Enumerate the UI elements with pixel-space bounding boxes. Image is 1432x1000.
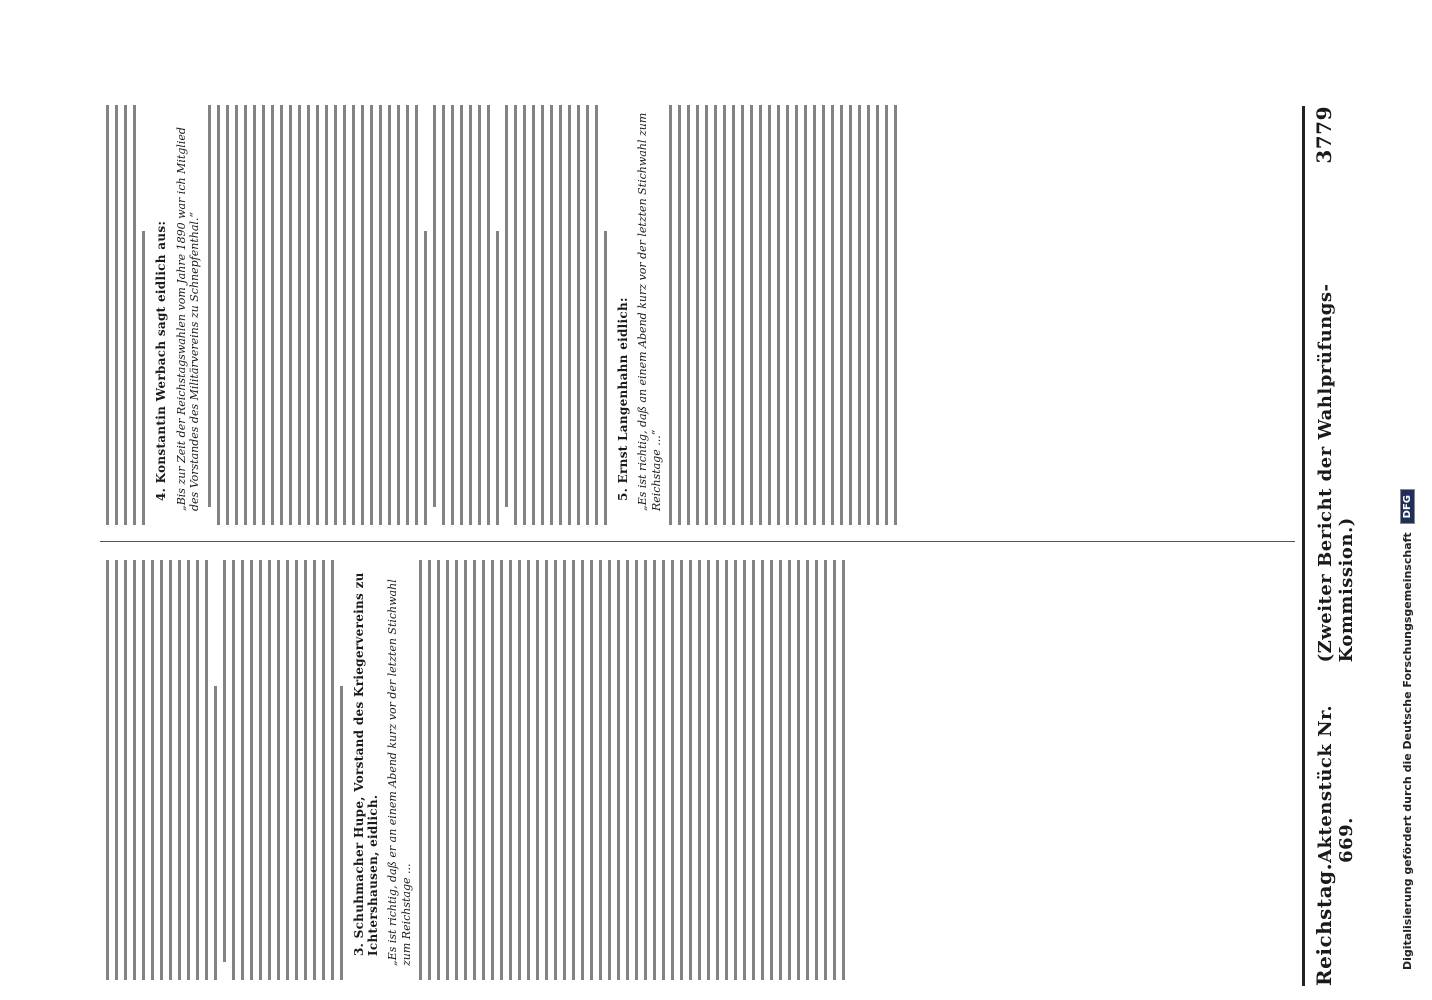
- text-line: [250, 560, 253, 980]
- text-line: [734, 560, 737, 980]
- text-line: [340, 686, 343, 980]
- text-line: [568, 105, 571, 525]
- text-line: [289, 105, 292, 525]
- text-line: [106, 105, 109, 525]
- text-line: [797, 560, 800, 980]
- text-line: [822, 105, 825, 525]
- text-line: [572, 560, 575, 980]
- text-line: [205, 560, 208, 980]
- text-line: [831, 105, 834, 525]
- text-line: [804, 105, 807, 525]
- text-line: [581, 560, 584, 980]
- text-line: [169, 560, 172, 980]
- text-line: [705, 105, 708, 525]
- text-line: [759, 105, 762, 525]
- text-line: [419, 560, 422, 980]
- text-line: [473, 560, 476, 980]
- text-line: [214, 686, 217, 980]
- text-line: [259, 560, 262, 980]
- text-line: [689, 560, 692, 980]
- text-line: [514, 105, 517, 525]
- text-line: [536, 560, 539, 980]
- text-line: [777, 105, 780, 525]
- text-line: [286, 560, 289, 980]
- header-rule: [1302, 106, 1305, 986]
- text-line: [226, 105, 229, 525]
- text-line: [334, 105, 337, 525]
- text-line: [577, 105, 580, 525]
- text-line: [779, 560, 782, 980]
- text-line: [523, 105, 526, 525]
- text-line: [595, 105, 598, 525]
- section-4-heading: 4. Konstantin Werbach sagt eidlich aus:: [154, 220, 168, 501]
- digitization-credit: [1400, 30, 1415, 970]
- text-line: [142, 560, 145, 980]
- text-line: [599, 560, 602, 980]
- text-line: [241, 560, 244, 980]
- text-line: [635, 560, 638, 980]
- page-number: 3779: [1312, 106, 1336, 164]
- text-line: [752, 560, 755, 980]
- text-line: [608, 560, 611, 980]
- text-line: [313, 560, 316, 980]
- text-line: [268, 560, 271, 980]
- text-line: [626, 560, 629, 980]
- text-line: [698, 560, 701, 980]
- text-line: [397, 105, 400, 525]
- text-line: [415, 105, 418, 525]
- text-line: [428, 560, 431, 980]
- text-line: [142, 231, 145, 525]
- text-line: [532, 105, 535, 525]
- text-line: [806, 560, 809, 980]
- text-line: [187, 560, 190, 980]
- section-5-quote: „Es ist richtig, daß an einem Abend kurz vor der letzten Stichwahl zum Reichstage ...“: [636, 112, 663, 511]
- text-line: [500, 560, 503, 980]
- text-line: [235, 105, 238, 525]
- running-head: [1312, 106, 1357, 986]
- section-3-quote: „Es ist richtig, daß er an einem Abend kurz vor der letzten Stichwahl zum Reichstage ...: [386, 579, 413, 966]
- text-line: [563, 560, 566, 980]
- running-head-right: (Zweiter Bericht der Wahlprüfungs-Kommission.): [1315, 283, 1357, 663]
- text-line: [361, 105, 364, 525]
- text-line: [527, 560, 530, 980]
- text-line: [482, 560, 485, 980]
- text-line: [406, 105, 409, 525]
- text-line: [487, 105, 490, 525]
- text-line: [316, 105, 319, 525]
- running-head-left: Reichstag.: [1312, 862, 1336, 986]
- text-line: [714, 105, 717, 525]
- text-line: [840, 105, 843, 525]
- text-line: [253, 105, 256, 525]
- text-line: [894, 105, 897, 525]
- text-line: [271, 105, 274, 525]
- text-line: [707, 560, 710, 980]
- text-line: [586, 105, 589, 525]
- text-line: [307, 105, 310, 525]
- text-line: [262, 105, 265, 525]
- text-line: [331, 560, 334, 980]
- text-line: [770, 560, 773, 980]
- text-line: [370, 105, 373, 525]
- text-line: [424, 231, 427, 525]
- text-line: [124, 560, 127, 980]
- text-line: [277, 560, 280, 980]
- text-line: [867, 105, 870, 525]
- text-line: [786, 105, 789, 525]
- text-line: [124, 105, 127, 525]
- text-line: [325, 105, 328, 525]
- text-line: [115, 560, 118, 980]
- text-line: [217, 105, 220, 525]
- text-line: [518, 560, 521, 980]
- text-line: [496, 231, 499, 525]
- column-divider: [100, 541, 1295, 542]
- text-line: [446, 560, 449, 980]
- text-line: [232, 560, 235, 980]
- text-line: [813, 105, 816, 525]
- text-line: [505, 105, 508, 507]
- right-column: [100, 105, 1295, 525]
- text-line: [671, 560, 674, 980]
- text-line: [455, 560, 458, 980]
- text-line: [280, 105, 283, 525]
- text-line: [115, 105, 118, 525]
- text-line: [223, 560, 226, 962]
- text-line: [743, 560, 746, 980]
- text-line: [723, 105, 726, 525]
- text-line: [876, 105, 879, 525]
- text-line: [196, 560, 199, 980]
- text-line: [437, 560, 440, 980]
- text-line: [433, 105, 436, 507]
- text-line: [322, 560, 325, 980]
- running-head-middle: Aktenstück Nr. 669.: [1315, 704, 1357, 863]
- text-line: [815, 560, 818, 980]
- text-line: [761, 560, 764, 980]
- text-line: [442, 105, 445, 525]
- section-4-quote: „Bis zur Zeit der Reichstagswahlen vom Jahre 1890 war ich Mitglied des Vorstandes des Militärvereins zu Schnepfenthal.“: [174, 127, 201, 511]
- text-line: [604, 231, 607, 525]
- text-line: [554, 560, 557, 980]
- section-3-heading: 3. Schuhmacher Hupe, Vorstand des Kriegervereins zu Ichtershausen, eidlich.: [352, 572, 380, 956]
- text-line: [388, 105, 391, 525]
- text-line: [295, 560, 298, 980]
- text-line: [379, 105, 382, 525]
- section-5-heading: 5. Ernst Langenhahn eidlich:: [615, 297, 630, 501]
- text-line: [160, 560, 163, 980]
- text-line: [768, 105, 771, 525]
- text-line: [298, 105, 301, 525]
- text-line: [678, 105, 681, 525]
- text-line: [653, 560, 656, 980]
- text-line: [833, 560, 836, 980]
- text-line: [478, 105, 481, 525]
- text-line: [732, 105, 735, 525]
- text-line: [696, 105, 699, 525]
- text-line: [644, 560, 647, 980]
- text-line: [106, 560, 109, 980]
- text-line: [680, 560, 683, 980]
- text-line: [590, 560, 593, 980]
- text-line: [741, 105, 744, 525]
- text-line: [545, 560, 548, 980]
- text-line: [824, 560, 827, 980]
- text-line: [509, 560, 512, 980]
- text-line: [669, 105, 672, 525]
- text-line: [687, 105, 690, 525]
- text-line: [133, 560, 136, 980]
- text-line: [550, 105, 553, 525]
- text-line: [885, 105, 888, 525]
- text-line: [662, 560, 665, 980]
- text-line: [795, 105, 798, 525]
- text-line: [304, 560, 307, 980]
- dfg-logo: DFG: [1400, 489, 1415, 524]
- text-line: [541, 105, 544, 525]
- text-line: [208, 105, 211, 507]
- text-line: [451, 105, 454, 525]
- text-line: [244, 105, 247, 525]
- text-line: [469, 105, 472, 525]
- left-column: [100, 560, 1295, 980]
- text-line: [788, 560, 791, 980]
- text-line: [491, 560, 494, 980]
- text-line: [352, 105, 355, 525]
- text-line: [178, 560, 181, 980]
- text-line: [460, 105, 463, 525]
- text-line: [617, 560, 620, 980]
- text-line: [725, 560, 728, 980]
- text-line: [464, 560, 467, 980]
- credit-text: Digitalisierung gefördert durch die Deutsche Forschungsgemeinschaft: [1401, 532, 1414, 970]
- text-line: [750, 105, 753, 525]
- text-line: [716, 560, 719, 980]
- text-line: [559, 105, 562, 525]
- text-line: [849, 105, 852, 525]
- text-line: [133, 105, 136, 525]
- text-line: [842, 560, 845, 980]
- text-line: [858, 105, 861, 525]
- text-line: [343, 105, 346, 525]
- text-line: [151, 560, 154, 980]
